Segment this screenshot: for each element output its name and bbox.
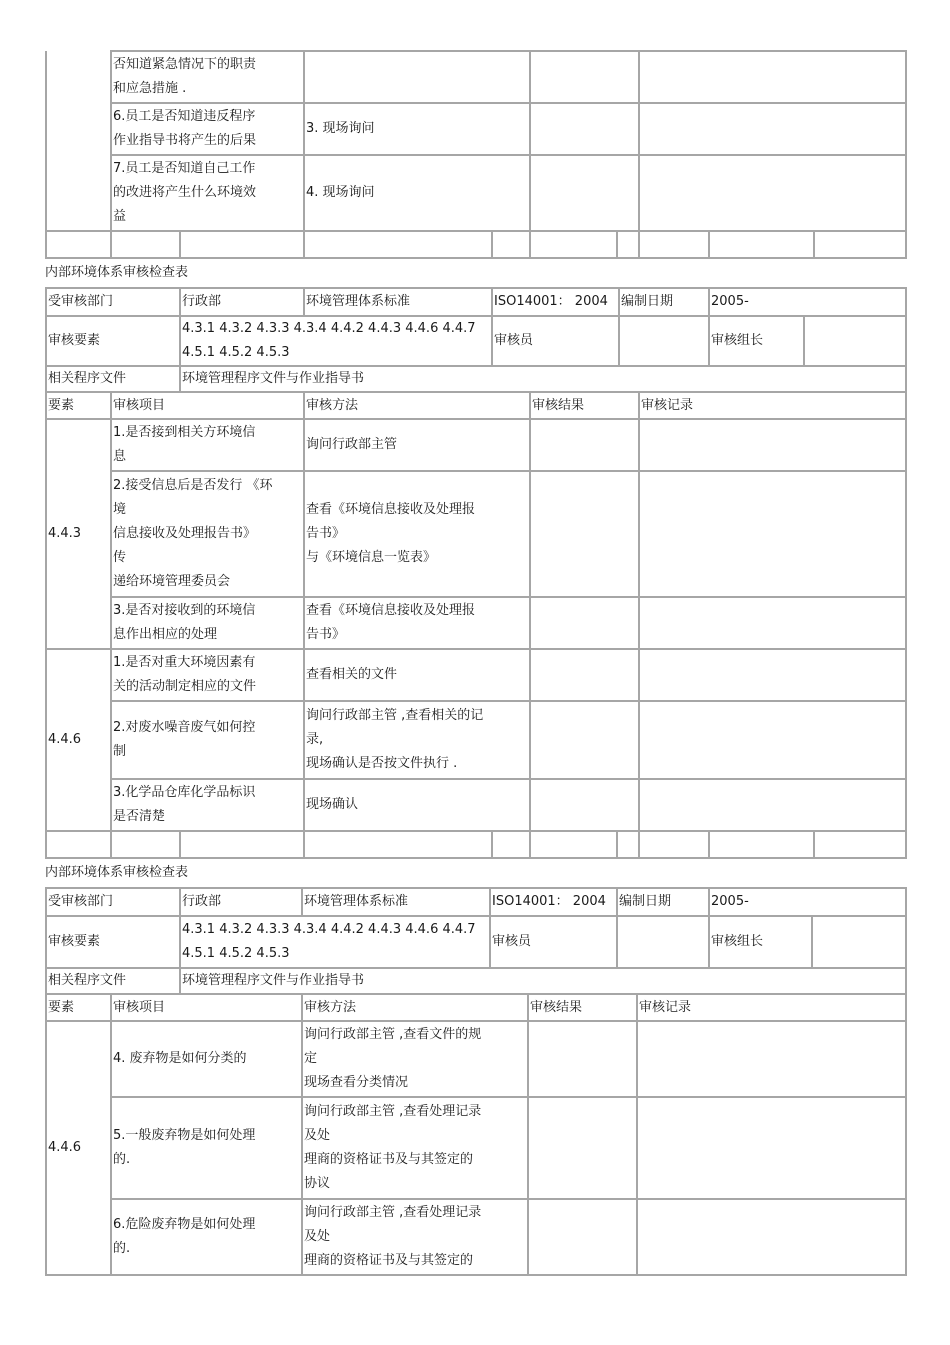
header-result: 审核结果 [530, 393, 639, 419]
elements-label: 审核要素 [46, 916, 180, 968]
item-cell: 6.危险废弃物是如何处理 的. [111, 1199, 302, 1275]
record-cell [637, 1021, 906, 1097]
table-row [46, 1021, 906, 1097]
element-cell: 4.4.3 [46, 419, 111, 649]
dept-label: 受审核部门 [46, 888, 180, 916]
record-cell [639, 103, 906, 155]
element-cell: 4.4.6 [46, 649, 111, 831]
table-row [46, 701, 906, 779]
method-cell: 询问行政部主管 [304, 419, 530, 471]
table-row [46, 155, 906, 231]
record-cell [637, 1097, 906, 1199]
header-element: 要素 [46, 393, 111, 419]
table-row [46, 51, 906, 103]
record-cell [639, 701, 906, 779]
item-cell: 3.是否对接收到的环境信 息作出相应的处理 [111, 597, 304, 649]
record-cell [639, 649, 906, 701]
standard-value: ISO14001： 2004 [492, 288, 619, 316]
result-cell [528, 1097, 637, 1199]
auditor-label: 审核员 [490, 916, 617, 968]
auditor-label: 审核员 [492, 316, 619, 366]
audit-table-continued [45, 50, 907, 232]
header-row [46, 393, 906, 419]
standard-value: ISO14001： 2004 [490, 888, 617, 916]
procedure-value: 环境管理程序文件与作业指导书 [180, 366, 906, 392]
table-row [46, 419, 906, 471]
record-cell [637, 1199, 906, 1275]
procedure-value: 环境管理程序文件与作业指导书 [180, 968, 906, 994]
item-cell: 7.员工是否知道自己工作 的改进将产生什么环境效 益 [111, 155, 304, 231]
elements-value: 4.3.1 4.3.2 4.3.3 4.3.4 4.4.2 4.4.3 4.4.6 4.4.7 4.5.1 4.5.2 4.5.3 [180, 316, 492, 366]
table-row [46, 597, 906, 649]
sheet-title: 内部环境体系审核检查表 [45, 265, 189, 280]
header-element: 要素 [46, 995, 111, 1021]
date-label: 编制日期 [619, 288, 709, 316]
empty-row [46, 832, 906, 858]
method-cell: 查看相关的文件 [304, 649, 530, 701]
result-cell [528, 1021, 637, 1097]
spacer-row-table [45, 832, 907, 859]
item-cell: 否知道紧急情况下的职责 和应急措施 . [111, 51, 304, 103]
leader-label: 审核组长 [709, 316, 804, 366]
result-cell [530, 51, 639, 103]
record-cell [639, 779, 906, 831]
table-row [46, 1199, 906, 1275]
table-row [46, 1097, 906, 1199]
date-value: 2005- [709, 888, 906, 916]
table-row [46, 779, 906, 831]
header-result: 审核结果 [528, 995, 637, 1021]
header-method: 审核方法 [304, 393, 530, 419]
header-record: 审核记录 [639, 393, 906, 419]
result-cell [530, 701, 639, 779]
method-cell: 询问行政部主管 ,查看相关的记 录, 现场确认是否按文件执行 . [304, 701, 530, 779]
auditor-value [619, 316, 709, 366]
sheet-title: 内部环境体系审核检查表 [45, 865, 189, 880]
header-method: 审核方法 [302, 995, 528, 1021]
dept-value: 行政部 [180, 288, 304, 316]
empty-row [46, 232, 906, 258]
document-page [45, 50, 905, 1276]
dept-value: 行政部 [180, 888, 302, 916]
method-cell [304, 51, 530, 103]
record-cell [639, 419, 906, 471]
spacer-row-table [45, 232, 907, 259]
result-cell [530, 103, 639, 155]
record-cell [639, 51, 906, 103]
element-cell [46, 51, 111, 231]
record-cell [639, 155, 906, 231]
record-cell [639, 471, 906, 597]
standard-label: 环境管理体系标准 [304, 288, 492, 316]
leader-value [812, 916, 906, 968]
item-cell: 6.员工是否知道违反程序 作业指导书将产生的后果 [111, 103, 304, 155]
method-cell: 查看《环境信息接收及处理报 告书》 [304, 597, 530, 649]
header-record: 审核记录 [637, 995, 906, 1021]
table-row [46, 471, 906, 597]
header-item: 审核项目 [111, 995, 302, 1021]
result-cell [530, 155, 639, 231]
table-row [46, 649, 906, 701]
method-cell: 4. 现场询问 [304, 155, 530, 231]
dept-label: 受审核部门 [46, 288, 180, 316]
item-cell: 2.接受信息后是否发行 《环 境 信息接收及处理报告书》 传 递给环境管理委员会 [111, 471, 304, 597]
standard-label: 环境管理体系标准 [302, 888, 490, 916]
method-cell: 查看《环境信息接收及处理报 告书》 与《环境信息一览表》 [304, 471, 530, 597]
item-cell: 1.是否对重大环境因素有 关的活动制定相应的文件 [111, 649, 304, 701]
auditor-value [617, 916, 709, 968]
result-cell [528, 1199, 637, 1275]
result-cell [530, 779, 639, 831]
elements-label: 审核要素 [46, 316, 180, 366]
date-label: 编制日期 [617, 888, 709, 916]
audit-header-table [45, 887, 907, 995]
leader-label: 审核组长 [709, 916, 812, 968]
audit-header-table [45, 287, 907, 393]
audit-items-table [45, 995, 907, 1276]
method-cell: 询问行政部主管 ,查看文件的规 定 现场查看分类情况 [302, 1021, 528, 1097]
item-cell: 1.是否接到相关方环境信 息 [111, 419, 304, 471]
audit-items-table [45, 393, 907, 832]
elements-value: 4.3.1 4.3.2 4.3.3 4.3.4 4.4.2 4.4.3 4.4.6 4.4.7 4.5.1 4.5.2 4.5.3 [180, 916, 490, 968]
leader-value [804, 316, 906, 366]
header-item: 审核项目 [111, 393, 304, 419]
date-value: 2005- [709, 288, 906, 316]
method-cell: 现场确认 [304, 779, 530, 831]
item-cell: 4. 废弃物是如何分类的 [111, 1021, 302, 1097]
item-cell: 2.对废水噪音废气如何控 制 [111, 701, 304, 779]
method-cell: 询问行政部主管 ,查看处理记录 及处 理商的资格证书及与其签定的 协议 [302, 1097, 528, 1199]
result-cell [530, 471, 639, 597]
item-cell: 3.化学品仓库化学品标识 是否清楚 [111, 779, 304, 831]
header-row [46, 995, 906, 1021]
procedure-label: 相关程序文件 [46, 366, 180, 392]
method-cell: 询问行政部主管 ,查看处理记录 及处 理商的资格证书及与其签定的 [302, 1199, 528, 1275]
item-cell: 5.一般废弃物是如何处理 的. [111, 1097, 302, 1199]
method-cell: 3. 现场询问 [304, 103, 530, 155]
result-cell [530, 597, 639, 649]
procedure-label: 相关程序文件 [46, 968, 180, 994]
element-cell: 4.4.6 [46, 1021, 111, 1275]
result-cell [530, 649, 639, 701]
result-cell [530, 419, 639, 471]
record-cell [639, 597, 906, 649]
table-row [46, 103, 906, 155]
